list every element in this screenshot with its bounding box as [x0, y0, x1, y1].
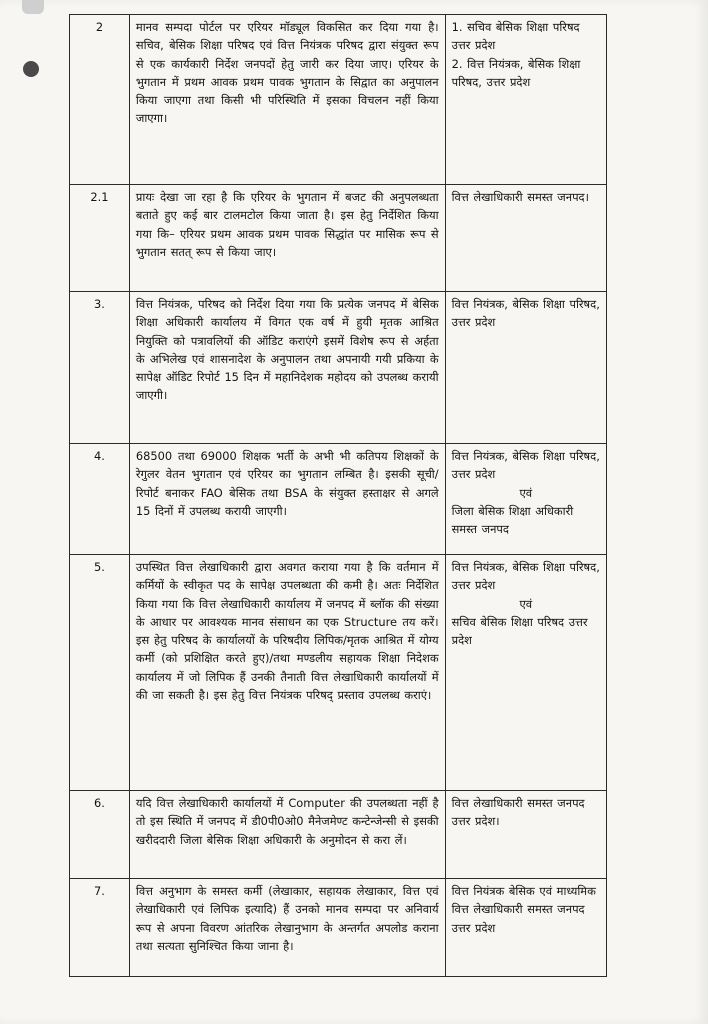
row-responsible	[445, 185, 606, 292]
table-row	[70, 292, 607, 444]
table-row	[70, 15, 607, 185]
responsible-item: 1. सचिव बेसिक शिक्षा परिषद उत्तर प्रदेश	[451, 20, 580, 53]
responsible-item: वित्त नियंत्रक, बेसिक शिक्षा परिषद, उत्तर प्रदेश	[451, 449, 600, 482]
row-number: 7.	[70, 879, 130, 977]
responsible-item: 2. वित्त नियंत्रक, बेसिक शिक्षा परिषद, उत्तर प्रदेश	[451, 56, 581, 89]
responsible-item: वित्त लेखाधिकारी समस्त जनपद उत्तर प्रदेश	[451, 902, 585, 935]
row-number: 2	[70, 15, 130, 185]
row-description: यदि वित्त लेखाधिकारी कार्यालयों में Computer की उपलब्धता नहीं है तो इस स्थिति में जनपद में डी0पी0ओ0 मैनेजमेण्ट कन्टेन्जेन्सी से इसकी खरीददारी जिला बेसिक शिक्षा अधिकारी के अनुमोदन से करा लें।	[129, 791, 445, 879]
row-responsible	[445, 879, 606, 977]
row-description: वित्त नियंत्रक, परिषद को निर्देश दिया गया कि प्रत्येक जनपद में बेसिक शिक्षा अधिकारी कार्यालय में विगत एक वर्ष में हुयी मृतक आश्रित नियुक्ति को पत्रावलियों की ऑडिट कराएंगे इसमें विशेष रूप से अर्हता के अभिलेख एवं शासनादेश के अनुपालन तथा अपनायी गयी प्रकिया के सापेक्ष ऑडिट रिपोर्ट 15 दिन में महानिदेशक महोदय को उपलब्ध करायी जाएगी।	[129, 292, 445, 444]
row-description: प्रायः देखा जा रहा है कि एरियर के भुगतान में बजट की अनुपलब्धता बताते हुए कई बार टालमटोल किया जाता है। इस हेतु निर्देशित किया गया कि– एरियर प्रथम आवक प्रथम पावक सिद्धांत पर मासिक रूप से भुगतान सतत् रूप से किया जाए।	[129, 185, 445, 292]
table-row	[70, 555, 607, 791]
table-row	[70, 791, 607, 879]
row-number: 6.	[70, 791, 130, 879]
responsible-connector: एवं	[519, 485, 533, 500]
page-edge-mark	[22, 0, 44, 14]
row-description: उपस्थित वित्त लेखाधिकारी द्वारा अवगत कराया गया है कि वर्तमान में कर्मियों के स्वीकृत पद के सापेक्ष उपलब्धता की कमी है। अतः निर्देशित किया गया कि वित्त लेखाधिकारी कार्यालय में जनपद में ब्लॉक की संख्या के आधार पर आवश्यक मानव संसाधन का एक Structure तय करें। इस हेतु परिषद के कार्यालयों के परिषदीय लिपिक/मृतक आश्रित में योग्य कर्मी (को प्रशिक्षित करते हुए)/तथा मण्डलीय सहायक शिक्षा निदेशक कार्यालय में जो लिपिक हैं उनकी तैनाती वित्त लेखाधिकारी कार्यालयों में की जा सकती है। इस हेतु वित्त नियंत्रक परिषद् प्रस्ताव उपलब्ध कराएं।	[129, 555, 445, 791]
row-responsible	[445, 555, 606, 791]
responsible-item: वित्त नियंत्रक बेसिक एवं माध्यमिक	[451, 884, 596, 898]
table-row	[70, 444, 607, 555]
table-row	[70, 185, 607, 292]
table-row	[70, 879, 607, 977]
row-responsible	[445, 791, 606, 879]
row-description: वित्त अनुभाग के समस्त कर्मी (लेखाकार, सहायक लेखाकार, वित्त एवं लेखाधिकारी एवं लिपिक इत्यादि) हैं उनको मानव सम्पदा पर अनिवार्य रूप से अपना विवरण आंतरिक लेखानुभाग के अन्तर्गत अपलोड कराना तथा सत्यता सुनिश्चित किया जाना है।	[129, 879, 445, 977]
row-responsible	[445, 292, 606, 444]
row-number: 3.	[70, 292, 130, 444]
binder-hole	[23, 61, 39, 77]
row-number: 2.1	[70, 185, 130, 292]
responsible-item: सचिव बेसिक शिक्षा परिषद उत्तर प्रदेश	[451, 614, 588, 648]
row-description: मानव सम्पदा पोर्टल पर एरियर मॉड्यूल विकसित कर दिया गया है। सचिव, बेसिक शिक्षा परिषद एवं वित्त नियंत्रक परिषद द्वारा संयुक्त रूप से एक कार्यकारी निर्देश जनपदों हेतु जारी कर दिया जाए। एरियर के भुगतान में प्रथम आवक प्रथम पावक भुगतान के सिद्वात का अनुपालन किया जाएगा तथा किसी भी परिस्थिति में इसका विचलन नहीं किया जाएगा।	[129, 15, 445, 185]
row-number: 5.	[70, 555, 130, 791]
row-responsible	[445, 444, 606, 555]
row-number: 4.	[70, 444, 130, 555]
row-description: 68500 तथा 69000 शिक्षक भर्ती के अभी भी कतिपय शिक्षकों के रेगुलर वेतन भुगतान एवं एरियर का भुगतान लम्बित है। इसकी सूची/रिपोर्ट बनाकर FAO बेसिक तथा BSA के संयुक्त हस्ताक्षर से अगले 15 दिनों में उपलब्ध करायी जाएगी।	[129, 444, 445, 555]
row-responsible	[445, 15, 606, 185]
responsible-item: वित्त नियंत्रक, बेसिक शिक्षा परिषद, उत्तर प्रदेश	[451, 560, 600, 593]
directives-table	[69, 14, 607, 977]
responsible-item: वित्त लेखाधिकारी समस्त जनपद उत्तर प्रदेश।	[451, 796, 585, 829]
responsible-connector: एवं	[519, 596, 533, 611]
responsible-item: जिला बेसिक शिक्षा अधिकारी समस्त जनपद	[451, 503, 574, 537]
responsible-item: वित्त लेखाधिकारी समस्त जनपद।	[451, 190, 589, 204]
responsible-item: वित्त नियंत्रक, बेसिक शिक्षा परिषद, उत्तर प्रदेश	[451, 297, 600, 330]
